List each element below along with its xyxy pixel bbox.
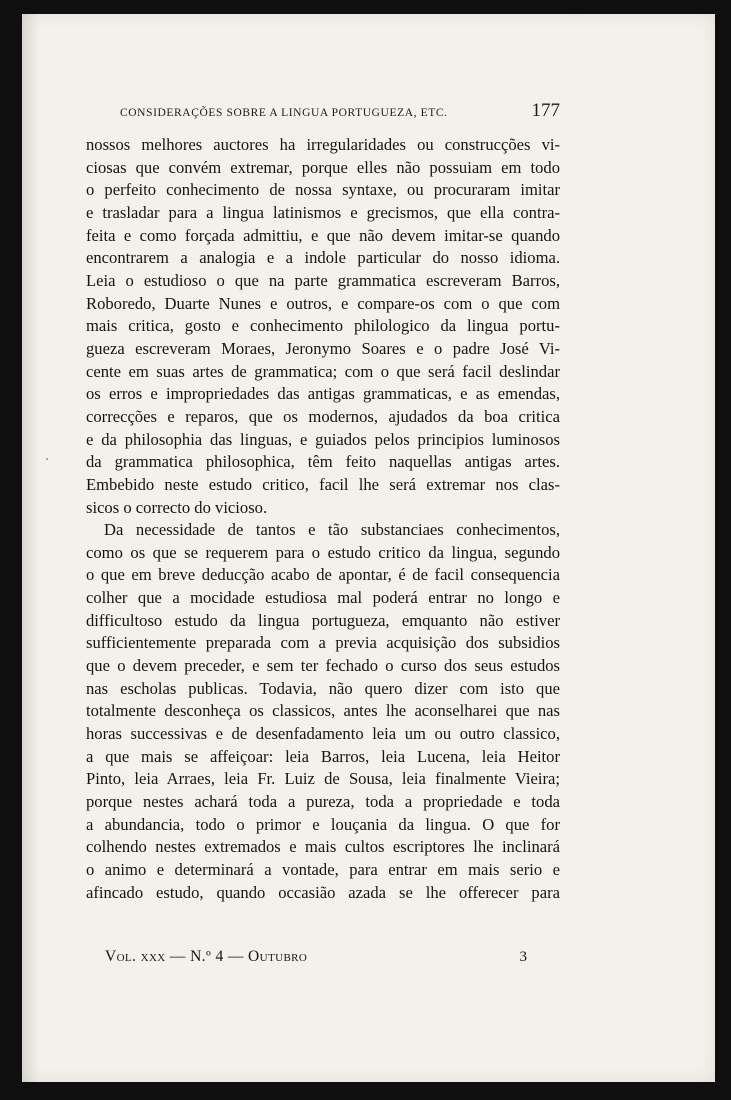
body-text <box>86 134 560 904</box>
text-line: porque nestes achará toda a pureza, toda a propriedade e toda <box>86 792 560 812</box>
text-line: que o devem preceder, e sem ter fechado o curso dos seus estudos <box>86 656 560 676</box>
text-line: o perfeito conhecimento de nossa syntaxe, ou procuraram imitar <box>86 180 560 200</box>
text-line: colher que a mocidade estudiosa mal poderá entrar no longo e <box>86 588 560 608</box>
text-line: difficultoso estudo da lingua portugueza, emquanto não estiver <box>86 610 560 630</box>
text-line: gueza escreveram Moraes, Jeronymo Soares e o padre José Vi- <box>86 338 560 358</box>
text-line: sufficientemente preparada com a previa acquisição dos subsidios <box>86 633 560 653</box>
text-line: da grammatica philosophica, têm feito naquellas antigas artes. <box>86 452 560 472</box>
text-line: a abundancia, todo o primor e louçania da lingua. O que for <box>86 814 560 834</box>
gutter-shadow <box>22 14 40 1082</box>
text-line: o que em breve deducção acabo de apontar, é de facil consequencia <box>86 565 560 585</box>
text-line: ciosas que convém extremar, porque elles não possuiam em todo <box>86 157 560 177</box>
scan-speck <box>46 458 48 460</box>
text-line: nas escholas publicas. Todavia, não quero dizer com isto que <box>86 678 560 698</box>
text-line: horas successivas e de desenfadamento leia um ou outro classico, <box>86 724 560 744</box>
text-line: encontrarem a analogia e a indole particular do nosso idioma. <box>86 248 560 268</box>
signature-mark: 3 <box>519 949 527 965</box>
page-number: 177 <box>531 100 560 121</box>
text-line: a que mais se affeiçoar: leia Barros, leia Lucena, leia Heitor <box>86 746 560 766</box>
text-line: nossos melhores auctores ha irregularidades ou construcções vi- <box>86 135 560 154</box>
text-line: correcções e reparos, que os modernos, ajudados da boa critica <box>86 406 560 426</box>
text-line: como os que se requerem para o estudo critico da lingua, segundo <box>86 542 560 562</box>
text-line: Da necessidade de tantos e tão substanciaes conhecimentos, <box>104 520 560 540</box>
text-line: Pinto, leia Arraes, leia Fr. Luiz de Sousa, leia finalmente Vieira; <box>86 769 560 789</box>
volume-line: Vol. xxx — N.º 4 — Outubro <box>105 948 308 965</box>
text-line: mais critica, gosto e conhecimento philologico da lingua portu- <box>86 316 560 336</box>
text-line: Embebido neste estudo critico, facil lhe será extremar nos clas- <box>86 474 560 494</box>
text-line: sicos o correcto do vicioso. <box>86 497 268 517</box>
text-line: cente em suas artes de grammatica; com o que será facil deslindar <box>86 361 560 381</box>
scan-speck <box>575 12 577 14</box>
text-line: colhendo nestes extremados e mais cultos escriptores lhe inclinará <box>86 837 560 857</box>
running-title: CONSIDERAÇÕES SOBRE A LINGUA PORTUGUEZA, ETC. <box>120 107 448 119</box>
text-line: e da philosophia das linguas, e guiados pelos principios luminosos <box>86 429 560 449</box>
text-line: afincado estudo, quando occasião azada se lhe offerecer para <box>86 882 560 902</box>
text-line: e trasladar para a lingua latinismos e grecismos, que ella contra- <box>86 202 560 222</box>
text-line: Roboredo, Duarte Nunes e outros, e compare-os com o que com <box>86 293 560 313</box>
text-line: os erros e impropriedades das antigas grammaticas, e as emendas, <box>86 384 560 404</box>
text-line: feita e como forçada admittiu, e que não devem imitar-se quando <box>86 225 560 245</box>
text-line: o animo e determinará a vontade, para entrar em mais serio e <box>86 860 560 879</box>
page-footer <box>105 948 527 966</box>
text-line: totalmente desconheça os classicos, antes lhe aconselharei que nas <box>86 701 560 721</box>
text-line: Leia o estudioso o que na parte grammatica escreveram Barros, <box>86 270 560 290</box>
running-head <box>120 100 560 122</box>
